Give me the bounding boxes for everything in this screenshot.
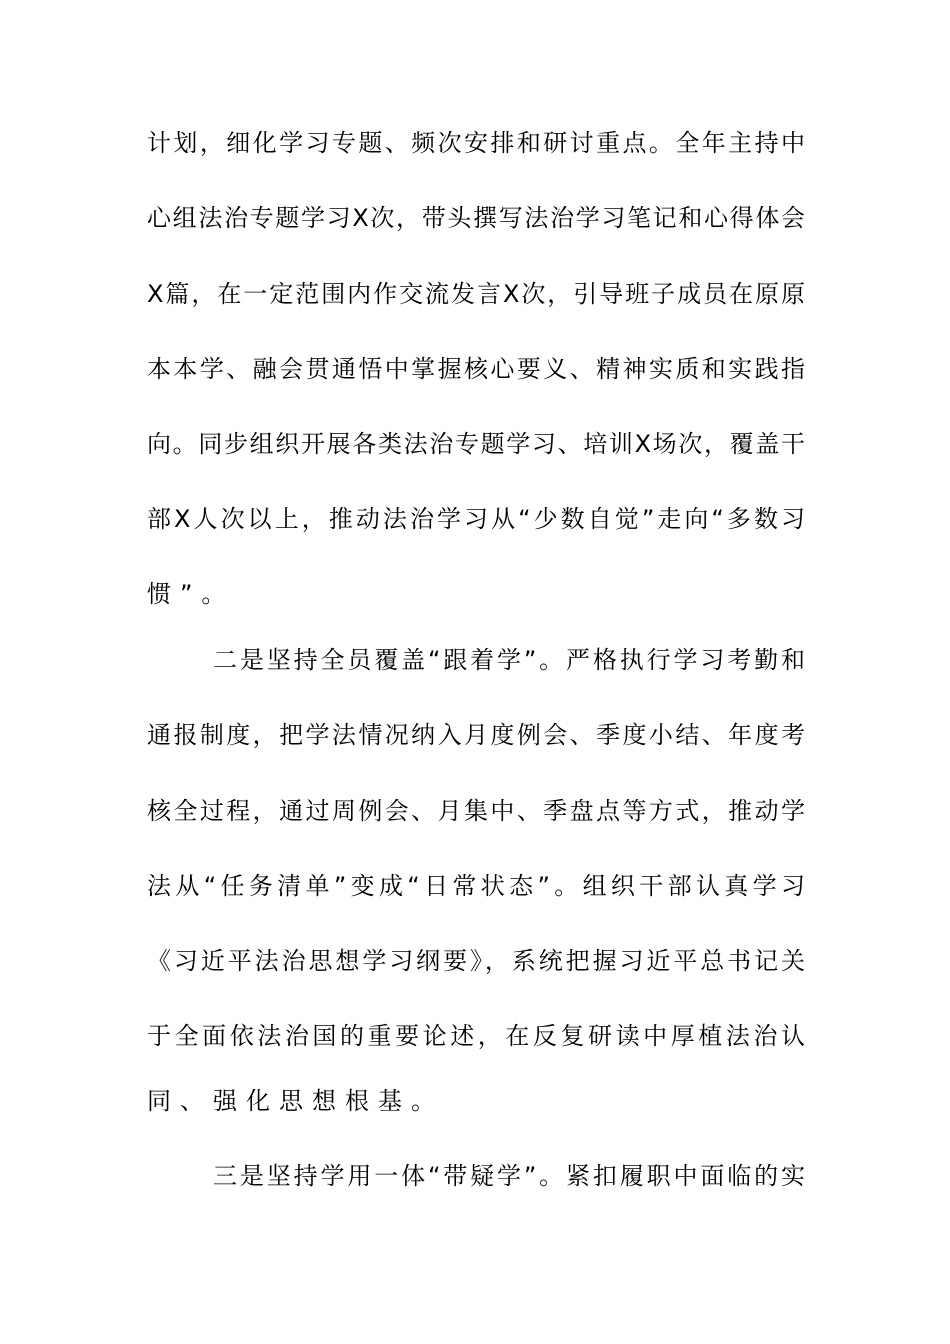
text-line: 同、强化思想根基。 (147, 1087, 444, 1115)
text-line: 法从“任务清单”变成“日常状态”。组织干部认真学习 (147, 872, 805, 900)
text-line: X篇，在一定范围内作交流发言X次，引导班子成员在原原 (147, 280, 805, 308)
text-line: 计划，细化学习专题、频次安排和研讨重点。全年主持中 (147, 129, 805, 157)
text-line: 惯”。 (147, 580, 235, 608)
text-line: 心组法治专题学习X次，带头撰写法治学习笔记和心得体会 (147, 204, 805, 232)
text-line: 部X人次以上，推动法治学习从“少数自觉”走向“多数习 (147, 505, 805, 533)
text-line: 核全过程，通过周例会、月集中、季盘点等方式，推动学 (147, 797, 805, 825)
text-line: 通报制度，把学法情况纳入月度例会、季度小结、年度考 (147, 721, 805, 749)
text-line: 《习近平法治思想学习纲要》，系统把握习近平总书记关 (147, 947, 805, 975)
text-line: 于全面依法治国的重要论述，在反复研读中厚植法治认 (147, 1022, 805, 1050)
text-line: 向。同步组织开展各类法治专题学习、培训X场次，覆盖干 (147, 430, 805, 458)
paragraph-start: 三是坚持学用一体“带疑学”。紧扣履职中面临的实 (213, 1162, 805, 1190)
text-line: 本本学、融会贯通悟中掌握核心要义、精神实质和实践指 (147, 355, 805, 383)
paragraph-start: 二是坚持全员覆盖“跟着学”。严格执行学习考勤和 (213, 646, 805, 674)
